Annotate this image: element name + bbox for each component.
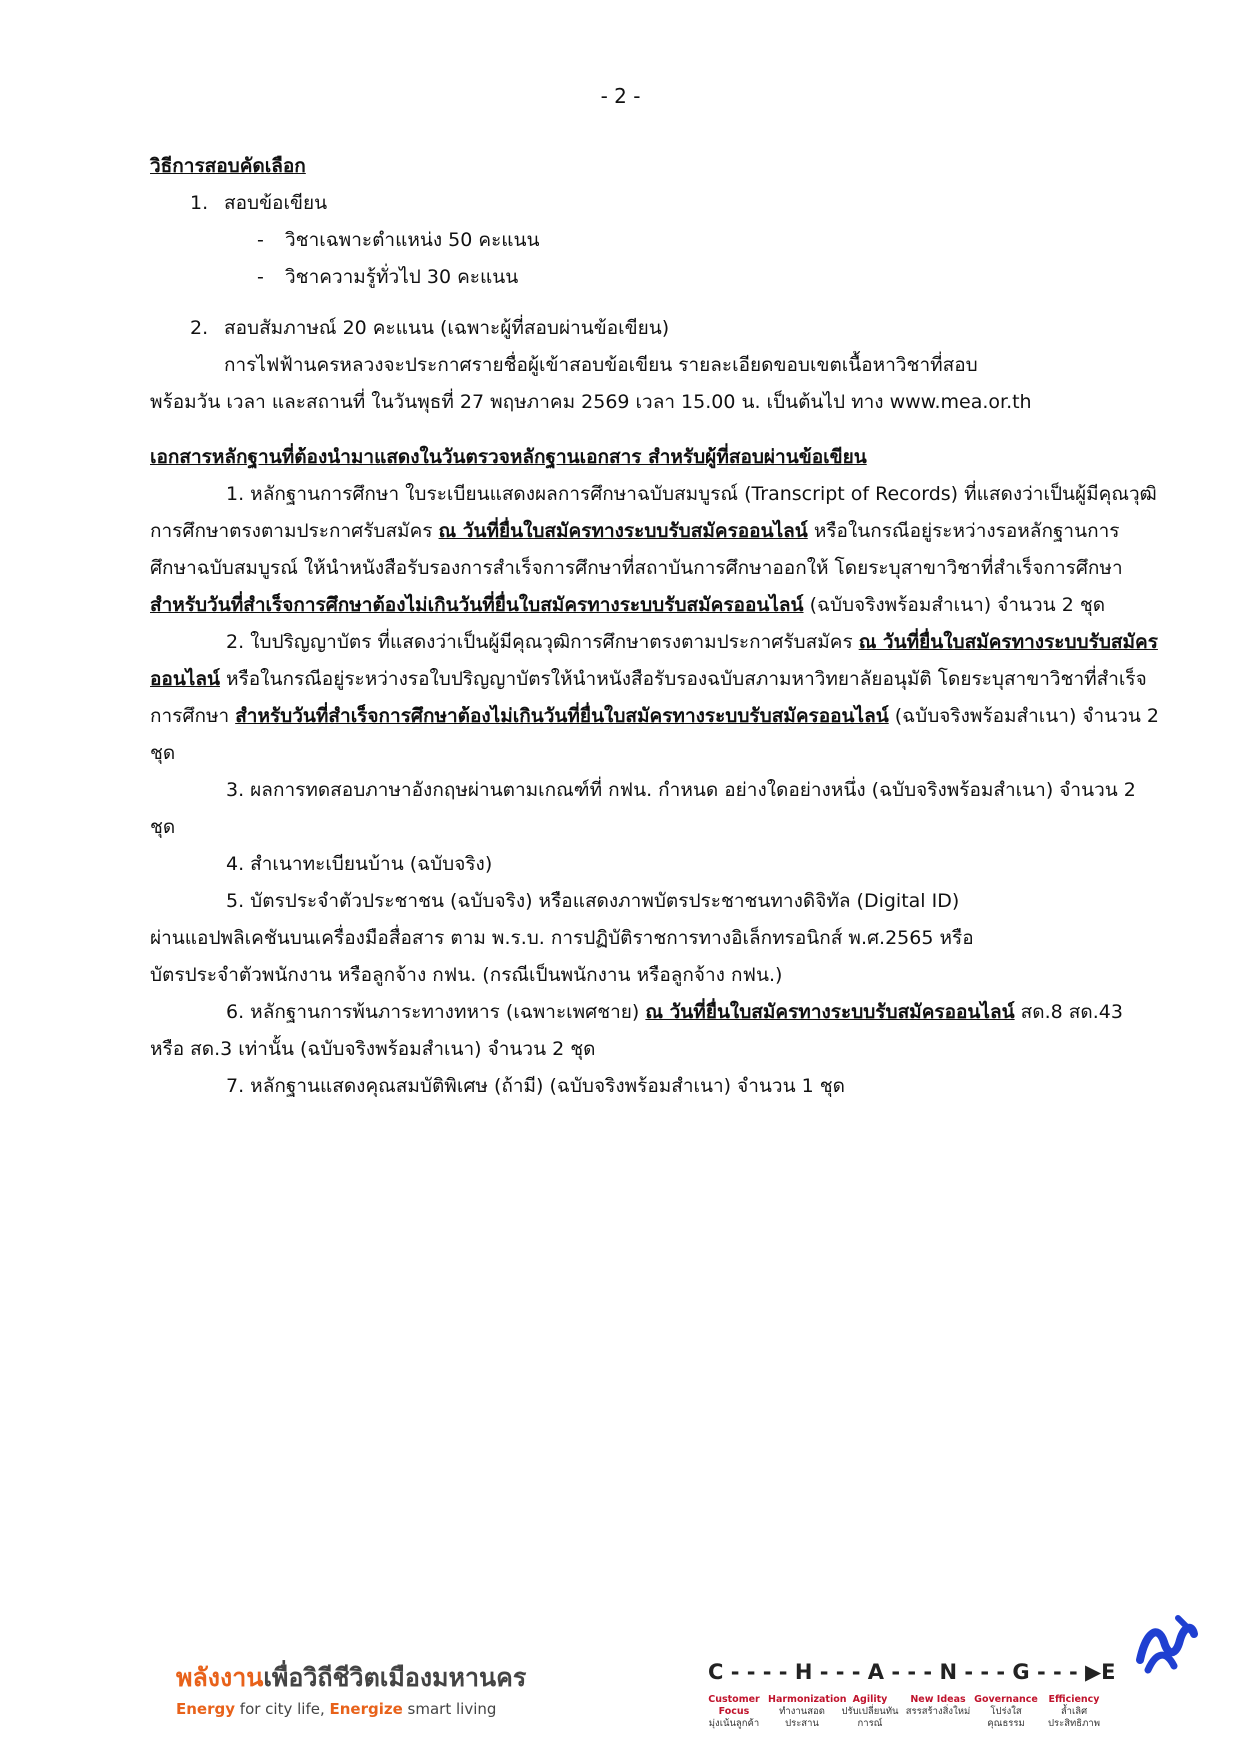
change-value-th: โปร่งใสคุณธรรม [987, 1706, 1025, 1729]
change-values-banner [700, 1652, 1200, 1742]
list-item [150, 310, 1160, 347]
change-value-th: มุ่งเน้นลูกค้า [708, 1718, 760, 1729]
change-value-item [904, 1694, 972, 1730]
change-value-en: Customer Focus [708, 1694, 760, 1717]
doc-paragraph-6: 6. หลักฐานการพ้นภาระทางทหาร (เฉพาะเพศชาย) ณ วันที่ยื่นใบสมัครทางระบบรับสมัครออนไลน์ สด.8 สด.43 หรือ สด.3 เท่านั้น (ฉบับจริงพร้อมสำเนา) จำนวน 2 ชุด [150, 1001, 1123, 1060]
slogan-english: Energy for city life, Energize smart living [176, 1700, 497, 1718]
dash: - [257, 266, 264, 288]
change-value-en: Agility [852, 1694, 888, 1705]
item-number: 2. [190, 317, 209, 339]
item-number: 1. [190, 192, 209, 214]
change-letters: C - - - - H - - - A - - - N - - - G - - - ▶E [708, 1660, 1116, 1684]
doc-paragraph-3: 3. ผลการทดสอบภาษาอังกฤษผ่านตามเกณฑ์ที่ กฟน. กำหนด อย่างใดอย่างหนึ่ง (ฉบับจริงพร้อมสำเนา) จำนวน 2 ชุด [150, 779, 1136, 838]
list-item [150, 259, 1160, 296]
documents-heading: เอกสารหลักฐานที่ต้องนำมาแสดงในวันตรวจหลักฐานเอกสาร สำหรับผู้ที่สอบผ่านข้อเขียน [150, 446, 867, 468]
change-value-th: ปรับเปลี่ยนทันการณ์ [841, 1706, 899, 1729]
change-labels [700, 1694, 1108, 1730]
doc-paragraph-5-line1: 5. บัตรประจำตัวประชาชน (ฉบับจริง) หรือแสดงภาพบัตรประชาชนทางดิจิทัล (Digital ID) [226, 890, 960, 912]
change-value-en: New Ideas [910, 1694, 966, 1705]
subject-general: วิชาความรู้ทั่วไป 30 คะแนน [285, 266, 519, 288]
change-value-en: Harmonization [768, 1694, 847, 1705]
change-value-en: Governance [974, 1694, 1038, 1705]
announce-line: พร้อมวัน เวลา และสถานที่ ในวันพุธที่ 27 พฤษภาคม 2569 เวลา 15.00 น. เป็นต้นไป ทาง www.mea.or.th [150, 391, 1032, 413]
change-value-th: ล้ำเลิศประสิทธิภาพ [1048, 1706, 1100, 1729]
mea-logo-icon [1130, 1612, 1200, 1682]
written-exam: สอบข้อเขียน [224, 192, 328, 214]
slogan-thai: พลังงานเพื่อวิถีชีวิตเมืองมหานคร [176, 1663, 527, 1692]
doc-paragraph-1: 1. หลักฐานการศึกษา ใบระเบียนแสดงผลการศึกษาฉบับสมบูรณ์ (Transcript of Records) ที่แสดงว่าเป็นผู้มีคุณวุฒิการศึกษาตรงตามประกาศรับสมัคร ณ วันที่ยื่นใบสมัครทางระบบรับสมัครออนไลน์ หรือในกรณีอยู่ระหว่างรอหลักฐานการศึกษาฉบับสมบูรณ์ ให้นำหนังสือรับรองการสำเร็จการศึกษาที่สถาบันการศึกษาออกให้ โดยระบุสาขาวิชาที่สำเร็จการศึกษา สำหรับวันที่สำเร็จการศึกษาต้องไม่เกินวันที่ยื่นใบสมัครทางระบบรับสมัครออนไลน์ (ฉบับจริงพร้อมสำเนา) จำนวน 2 ชุด [150, 483, 1157, 616]
dash: - [257, 229, 264, 251]
change-value-item [1040, 1694, 1108, 1730]
change-value-item [768, 1694, 847, 1730]
doc-paragraph-7: 7. หลักฐานแสดงคุณสมบัติพิเศษ (ถ้ามี) (ฉบับจริงพร้อมสำเนา) จำนวน 1 ชุด [226, 1075, 845, 1097]
selection-method-heading: วิธีการสอบคัดเลือก [150, 155, 306, 177]
doc-paragraph-5-line2: ผ่านแอปพลิเคชันบนเครื่องมือสื่อสาร ตาม พ.ร.บ. การปฏิบัติราชการทางอิเล็กทรอนิกส์ พ.ศ.2565 หรือ [150, 927, 974, 949]
change-value-item [836, 1694, 904, 1730]
change-value-item [700, 1694, 768, 1730]
announce-line: การไฟฟ้านครหลวงจะประกาศรายชื่อผู้เข้าสอบข้อเขียน รายละเอียดขอบเขตเนื้อหาวิชาที่สอบ [224, 354, 978, 376]
change-value-item [972, 1694, 1040, 1730]
change-value-en: Efficiency [1048, 1694, 1100, 1705]
change-value-th: สรรสร้างสิ่งใหม่ [905, 1706, 971, 1717]
footer-slogan [176, 1658, 526, 1718]
page-number: - 2 - [600, 84, 641, 108]
document-body [150, 148, 1160, 1105]
doc-paragraph-2: 2. ใบปริญญาบัตร ที่แสดงว่าเป็นผู้มีคุณวุฒิการศึกษาตรงตามประกาศรับสมัคร ณ วันที่ยื่นใบสมัครทางระบบรับสมัครออนไลน์ หรือในกรณีอยู่ระหว่างรอใบปริญญาบัตรให้นำหนังสือรับรองฉบับสภามหาวิทยาลัยอนุมัติ โดยระบุสาขาวิชาที่สำเร็จการศึกษา สำหรับวันที่สำเร็จการศึกษาต้องไม่เกินวันที่ยื่นใบสมัครทางระบบรับสมัครออนไลน์ (ฉบับจริงพร้อมสำเนา) จำนวน 2 ชุด [150, 631, 1159, 764]
subject-specific: วิชาเฉพาะตำแหน่ง 50 คะแนน [285, 229, 540, 251]
interview-exam: สอบสัมภาษณ์ 20 คะแนน (เฉพาะผู้ที่สอบผ่านข้อเขียน) [224, 317, 670, 339]
list-item [150, 185, 1160, 222]
change-value-th: ทำงานสอดประสาน [779, 1706, 825, 1729]
doc-paragraph-4: 4. สำเนาทะเบียนบ้าน (ฉบับจริง) [226, 853, 493, 875]
list-item [150, 222, 1160, 259]
doc-paragraph-5-line3: บัตรประจำตัวพนักงาน หรือลูกจ้าง กฟน. (กรณีเป็นพนักงาน หรือลูกจ้าง กฟน.) [150, 964, 783, 986]
